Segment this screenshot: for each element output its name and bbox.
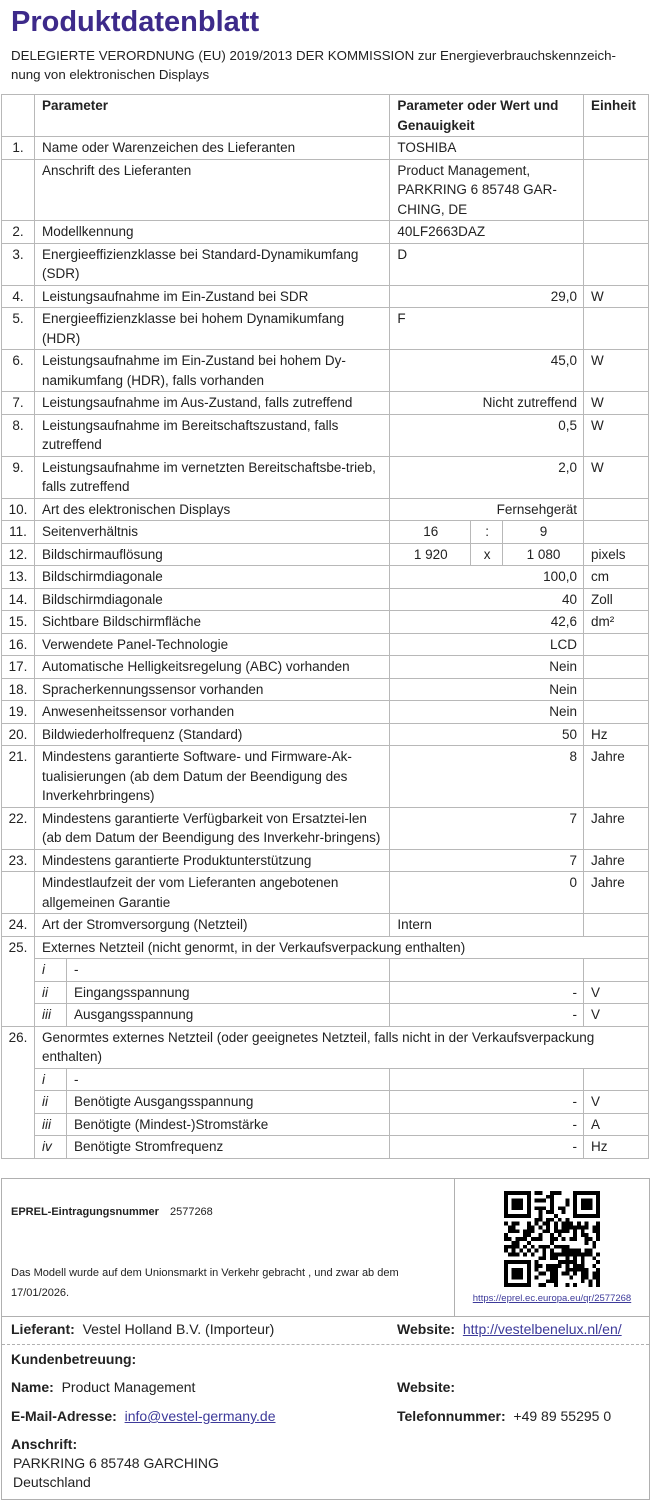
sub-row-index: iv <box>34 1136 66 1159</box>
row-number <box>2 159 35 221</box>
row-parameter: Art des elektronischen Displays <box>34 498 389 521</box>
row-value: F <box>390 308 584 350</box>
table-row <box>2 849 649 872</box>
table-sub-row <box>2 1091 649 1114</box>
sub-row-index: iii <box>34 1004 66 1027</box>
row-value-separator: : <box>471 521 503 544</box>
table-row <box>2 633 649 656</box>
row-parameter: Sichtbare Bildschirmfläche <box>34 611 389 634</box>
row-parameter: Verwendete Panel-Technologie <box>34 633 389 656</box>
row-number: 11. <box>2 521 35 544</box>
address-label: Anschrift: <box>11 1436 78 1452</box>
table-sub-row <box>2 1068 649 1091</box>
row-value: 7 <box>390 807 584 849</box>
row-number: 24. <box>2 914 35 937</box>
table-header-row <box>2 95 649 137</box>
phone-number: +49 89 55295 0 <box>513 1408 612 1424</box>
row-unit <box>583 701 648 724</box>
row-unit <box>583 221 648 244</box>
supplier-website-link[interactable]: http://vestelbenelux.nl/en/ <box>462 1321 622 1337</box>
phone-label: Telefonnummer: <box>397 1408 506 1424</box>
sub-row-parameter: - <box>66 959 389 982</box>
unit-header: Einheit <box>583 95 648 137</box>
row-number: 26. <box>2 1026 35 1158</box>
table-row <box>2 308 649 350</box>
row-parameter: Modellkennung <box>34 221 389 244</box>
table-row <box>2 456 649 498</box>
sub-row-parameter: Benötigte Ausgangsspannung <box>66 1091 389 1114</box>
row-parameter: Mindestens garantierte Software- und Firmware-Ak-tualisierungen (ab dem Datum der Beendigung des Inverkehrbringens) <box>34 746 389 808</box>
row-parameter: Leistungsaufnahme im Aus-Zustand, falls zutreffend <box>34 392 389 415</box>
row-unit: cm <box>583 566 648 589</box>
table-row <box>2 746 649 808</box>
table-row <box>2 159 649 221</box>
row-unit <box>583 498 648 521</box>
row-number: 25. <box>2 936 35 1026</box>
qr-link[interactable]: https://eprel.ec.europa.eu/qr/2577268 <box>472 1293 632 1304</box>
row-number: 12. <box>2 543 35 566</box>
table-row <box>2 723 649 746</box>
row-value: Intern <box>390 914 584 937</box>
row-number: 1. <box>2 137 35 160</box>
row-unit: W <box>583 285 648 308</box>
customer-name-label: Name: <box>11 1379 54 1395</box>
row-value: Nicht zutreffend <box>390 392 584 415</box>
row-unit <box>583 656 648 679</box>
table-row <box>2 872 649 914</box>
page-title: Produktdatenblatt <box>11 6 260 38</box>
email-link[interactable]: info@vestel-germany.de <box>124 1408 276 1424</box>
row-unit <box>583 137 648 160</box>
table-row <box>2 701 649 724</box>
row-number: 3. <box>2 243 35 285</box>
row-value-separator: x <box>471 543 503 566</box>
row-value: 50 <box>390 723 584 746</box>
row-parameter: Mindestens garantierte Produktunterstützung <box>34 849 389 872</box>
row-value: 40 <box>390 588 584 611</box>
sub-row-parameter: Eingangsspannung <box>66 981 389 1004</box>
number-header <box>2 95 35 137</box>
row-value: Fernsehgerät <box>390 498 584 521</box>
row-number: 17. <box>2 656 35 679</box>
row-unit: Jahre <box>583 746 648 808</box>
eprel-section <box>2 1179 455 1316</box>
row-value: 8 <box>390 746 584 808</box>
supplier-website-label: Website: <box>397 1321 456 1337</box>
table-sub-row <box>2 1004 649 1027</box>
row-parameter: Bildschirmauflösung <box>34 543 389 566</box>
row-value-a: 1 920 <box>390 543 471 566</box>
customer-name: Product Management <box>61 1379 196 1395</box>
row-unit: W <box>583 350 648 392</box>
customer-heading: Kundenbetreuung: <box>11 1351 137 1367</box>
qr-code-icon[interactable] <box>504 1191 600 1287</box>
sub-row-index: i <box>34 959 66 982</box>
eprel-number: 2577268 <box>169 1206 213 1218</box>
row-unit: dm² <box>583 611 648 634</box>
table-row <box>2 566 649 589</box>
table-row <box>2 1026 649 1068</box>
row-parameter: Leistungsaufnahme im Bereitschaftszustand, falls zutreffend <box>34 414 389 456</box>
table-row <box>2 285 649 308</box>
supplier-name: Vestel Holland B.V. (Importeur) <box>82 1321 275 1337</box>
row-unit: Zoll <box>583 588 648 611</box>
value-header: Parameter oder Wert und Genauigkeit <box>390 95 584 137</box>
sub-row-unit: V <box>583 1091 648 1114</box>
sub-row-unit: V <box>583 981 648 1004</box>
row-parameter: Anschrift des Lieferanten <box>34 159 389 221</box>
row-unit: Jahre <box>583 872 648 914</box>
row-unit: W <box>583 392 648 415</box>
row-parameter: Bildschirmdiagonale <box>34 588 389 611</box>
row-number: 15. <box>2 611 35 634</box>
row-parameter: Externes Netzteil (nicht genormt, in der Verkaufsverpackung enthalten) <box>34 936 648 959</box>
row-value: 7 <box>390 849 584 872</box>
table-row <box>2 914 649 937</box>
sub-row-value <box>390 1068 584 1091</box>
market-date-text: Das Modell wurde auf dem Unionsmarkt in Verkehr gebracht , und zwar ab dem 17/01/2026. <box>11 1267 399 1299</box>
row-value: 100,0 <box>390 566 584 589</box>
row-parameter: Seitenverhältnis <box>34 521 389 544</box>
row-value-a: 16 <box>390 521 471 544</box>
table-row <box>2 678 649 701</box>
row-parameter: Bildschirmdiagonale <box>34 566 389 589</box>
eprel-label: EPREL-Eintragungsnummer <box>11 1206 159 1218</box>
row-unit: Jahre <box>583 807 648 849</box>
row-parameter: Spracherkennungssensor vorhanden <box>34 678 389 701</box>
row-unit <box>583 308 648 350</box>
row-parameter: Genormtes externes Netzteil (oder geeignetes Netzteil, falls nicht in der Verkaufsverpackung enthalten) <box>34 1026 648 1068</box>
row-number: 5. <box>2 308 35 350</box>
row-parameter: Art der Stromversorgung (Netzteil) <box>34 914 389 937</box>
row-parameter: Anwesenheitssensor vorhanden <box>34 701 389 724</box>
row-parameter: Bildwiederholfrequenz (Standard) <box>34 723 389 746</box>
sub-row-unit <box>583 1068 648 1091</box>
table-row <box>2 936 649 959</box>
table-row <box>2 588 649 611</box>
table-sub-row <box>2 959 649 982</box>
row-number: 2. <box>2 221 35 244</box>
sub-row-index: iii <box>34 1113 66 1136</box>
row-number <box>2 872 35 914</box>
row-unit: Jahre <box>583 849 648 872</box>
sub-row-value: - <box>390 981 584 1004</box>
table-sub-row <box>2 1113 649 1136</box>
row-number: 7. <box>2 392 35 415</box>
address-line-1: PARKRING 6 85748 GARCHING <box>13 1455 219 1471</box>
row-value: Product Management, PARKRING 6 85748 GAR-CHING, DE <box>390 159 584 221</box>
sub-row-parameter: Benötigte Stromfrequenz <box>66 1136 389 1159</box>
sub-row-unit: Hz <box>583 1136 648 1159</box>
qr-section <box>455 1179 649 1316</box>
row-value: 29,0 <box>390 285 584 308</box>
product-data-sheet <box>0 0 650 84</box>
sub-row-unit: A <box>583 1113 648 1136</box>
sub-row-unit: V <box>583 1004 648 1027</box>
row-value: Nein <box>390 701 584 724</box>
row-number: 8. <box>2 414 35 456</box>
row-value: TOSHIBA <box>390 137 584 160</box>
email-label: E-Mail-Adresse: <box>11 1408 117 1424</box>
row-parameter: Mindestlaufzeit der vom Lieferanten angebotenen allgemeinen Garantie <box>34 872 389 914</box>
supplier-label: Lieferant: <box>11 1321 75 1337</box>
row-number: 20. <box>2 723 35 746</box>
table-row <box>2 350 649 392</box>
row-value: D <box>390 243 584 285</box>
sub-row-unit <box>583 959 648 982</box>
sub-row-value: - <box>390 1136 584 1159</box>
table-row <box>2 521 649 544</box>
row-parameter: Energieeffizienzklasse bei hohem Dynamikumfang (HDR) <box>34 308 389 350</box>
sub-row-value: - <box>390 1113 584 1136</box>
address-line-2: Deutschland <box>13 1474 91 1490</box>
row-unit: pixels <box>583 543 648 566</box>
sub-row-parameter: - <box>66 1068 389 1091</box>
row-number: 4. <box>2 285 35 308</box>
parameter-table <box>1 94 649 1159</box>
table-row <box>2 137 649 160</box>
row-unit <box>583 678 648 701</box>
sub-row-index: ii <box>34 1091 66 1114</box>
parameter-header: Parameter <box>34 95 389 137</box>
table-row <box>2 414 649 456</box>
regulation-subtitle: DELEGIERTE VERORDNUNG (EU) 2019/2013 DER KOMMISSION zur Energieverbrauchskennzeich-nung von elektronischen Displays <box>11 48 616 82</box>
registration-box <box>1 1178 650 1500</box>
row-number: 22. <box>2 807 35 849</box>
table-row <box>2 498 649 521</box>
row-number: 6. <box>2 350 35 392</box>
table-row <box>2 543 649 566</box>
row-parameter: Leistungsaufnahme im vernetzten Bereitschaftsbe-trieb, falls zutreffend <box>34 456 389 498</box>
row-value: LCD <box>390 633 584 656</box>
sub-row-index: i <box>34 1068 66 1091</box>
row-number: 9. <box>2 456 35 498</box>
sub-row-value <box>390 959 584 982</box>
row-parameter: Leistungsaufnahme im Ein-Zustand bei SDR <box>34 285 389 308</box>
row-unit: W <box>583 456 648 498</box>
table-row <box>2 392 649 415</box>
row-value: 0 <box>390 872 584 914</box>
row-number: 19. <box>2 701 35 724</box>
row-unit <box>583 243 648 285</box>
table-row <box>2 221 649 244</box>
row-parameter: Mindestens garantierte Verfügbarkeit von Ersatztei-len (ab dem Datum der Beendigung des Inverkehr-bringens) <box>34 807 389 849</box>
row-unit <box>583 914 648 937</box>
row-value: Nein <box>390 678 584 701</box>
sub-row-value: - <box>390 1091 584 1114</box>
table-sub-row <box>2 981 649 1004</box>
customer-website-label: Website: <box>397 1379 456 1395</box>
row-value: 42,6 <box>390 611 584 634</box>
row-number: 14. <box>2 588 35 611</box>
row-unit: W <box>583 414 648 456</box>
row-value-b: 9 <box>503 521 584 544</box>
row-number: 10. <box>2 498 35 521</box>
row-value: 40LF2663DAZ <box>390 221 584 244</box>
table-sub-row <box>2 1136 649 1159</box>
row-value: 2,0 <box>390 456 584 498</box>
row-value-b: 1 080 <box>503 543 584 566</box>
sub-row-index: ii <box>34 981 66 1004</box>
table-row <box>2 243 649 285</box>
row-parameter: Leistungsaufnahme im Ein-Zustand bei hohem Dy-namikumfang (HDR), falls vorhanden <box>34 350 389 392</box>
sub-row-parameter: Ausgangsspannung <box>66 1004 389 1027</box>
row-unit <box>583 159 648 221</box>
row-parameter: Energieeffizienzklasse bei Standard-Dynamikumfang (SDR) <box>34 243 389 285</box>
row-number: 21. <box>2 746 35 808</box>
row-number: 23. <box>2 849 35 872</box>
row-unit <box>583 633 648 656</box>
table-row <box>2 611 649 634</box>
row-value: 45,0 <box>390 350 584 392</box>
sub-row-parameter: Benötigte (Mindest-)Stromstärke <box>66 1113 389 1136</box>
row-unit: Hz <box>583 723 648 746</box>
row-parameter: Name oder Warenzeichen des Lieferanten <box>34 137 389 160</box>
row-number: 16. <box>2 633 35 656</box>
row-value: Nein <box>390 656 584 679</box>
table-row <box>2 656 649 679</box>
row-parameter: Automatische Helligkeitsregelung (ABC) vorhanden <box>34 656 389 679</box>
row-number: 13. <box>2 566 35 589</box>
row-number: 18. <box>2 678 35 701</box>
table-row <box>2 807 649 849</box>
row-value: 0,5 <box>390 414 584 456</box>
sub-row-value: - <box>390 1004 584 1027</box>
row-unit <box>583 521 648 544</box>
